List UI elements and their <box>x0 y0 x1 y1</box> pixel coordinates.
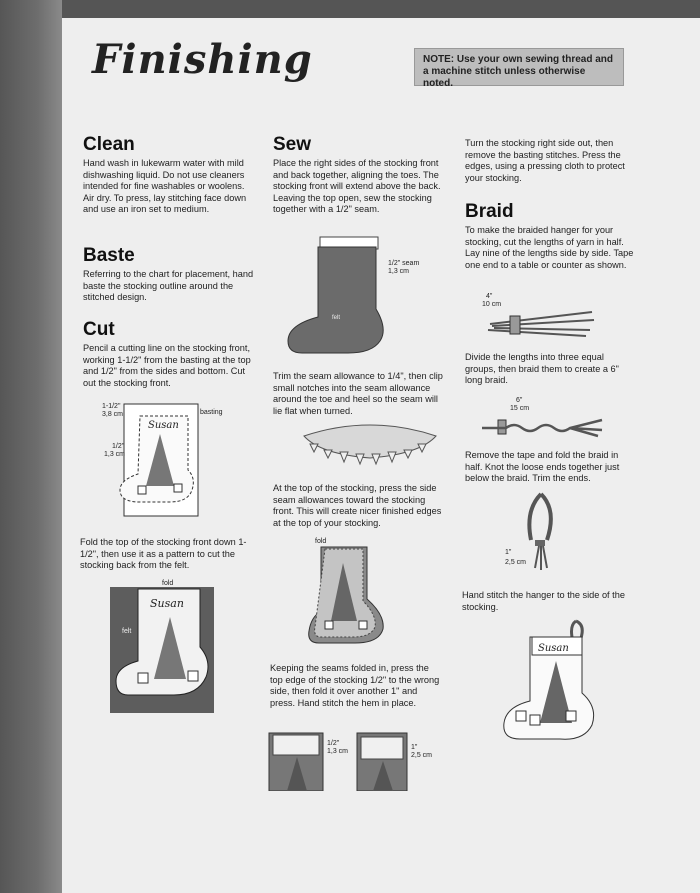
braid-fig-braid <box>478 394 608 438</box>
clean-heading: Clean <box>83 134 135 155</box>
turn-text: Turn the stocking right side out, then remove the basting stitches. Press the edges, using a pressing cloth to protect your stocking. <box>465 138 625 183</box>
fold-diagram <box>108 577 218 717</box>
cut-fig-top: 1-1/2" <box>102 403 121 410</box>
hem-fig-b: 1" <box>411 744 418 751</box>
cut-fig-side: 1/2" <box>112 443 125 450</box>
braid-fig-loop <box>505 490 575 572</box>
cut-diagram <box>100 398 230 523</box>
scan-shadow <box>0 0 62 893</box>
fold-text: Fold the top of the stocking front down 1-1/2", then use it as a pattern to cut the stocking back from the felt. <box>80 537 247 571</box>
clean-text: Hand wash in lukewarm water with mild dishwashing liquid. Do not use cleaners intended for fine washables or woolens. Air dry. To press, lay stitching face down and use an iron set to medium. <box>83 158 247 215</box>
cut-heading: Cut <box>83 319 115 340</box>
sew-fig-seam-cm: 1,3 cm <box>388 268 410 275</box>
braid-text4: Hand stitch the hanger to the side of the stocking. <box>462 590 625 612</box>
cut-fig-side-cm: 1,3 cm <box>104 451 126 458</box>
trim-diagram <box>300 420 440 470</box>
hem-text: Keeping the seams folded in, press the top edge of the stocking 1/2" to the wrong side, then fold it over another 1" and press. Hand stitch the hem in place. <box>270 663 440 708</box>
page-title: Finishing <box>92 36 313 83</box>
cut-fig-basting: basting <box>200 409 223 416</box>
braid-fig1-cm: 10 cm <box>482 301 502 308</box>
braid-fig1-in: 4" <box>486 293 493 300</box>
baste-heading: Baste <box>83 245 135 266</box>
sew-text: Place the right sides of the stocking front and back together, aligning the toes. The stocking front will extend above the back. Leaving the top open, sew the stocking together with a 1/2" seam. <box>273 158 441 215</box>
hem-fig-b-cm: 2,5 cm <box>411 752 433 759</box>
note-box: NOTE: Use your own sewing thread and a machine stitch unless otherwise noted. <box>414 48 624 86</box>
finished-stocking <box>500 615 600 745</box>
cut-fig-name: Susan <box>148 420 179 431</box>
braid-fig-tape <box>480 290 600 340</box>
braid-text: To make the braided hanger for your stocking, cut the lengths of yarn in half. Lay nine of the lengths side by side. Tape one end to a table or counter as shown. <box>465 225 634 270</box>
trim-text: Trim the seam allowance to 1/4", then clip small notches into the seam allowance around the toe and heel so the seam will lie flat when turned. <box>273 371 443 416</box>
sew-fig-seam: 1/2" seam <box>388 260 420 267</box>
braid-fig2-cm: 15 cm <box>510 405 530 412</box>
fold-fig-felt: felt <box>122 628 132 635</box>
press-fig-fold: fold <box>315 538 327 545</box>
braid-fig3-in: 1" <box>505 549 512 556</box>
braid-fig3-cm: 2,5 cm <box>505 559 527 566</box>
fold-fig-fold: fold <box>162 580 174 587</box>
sew-fig-felt: felt <box>332 315 341 321</box>
braid-text3: Remove the tape and fold the braid in half. Knot the loose ends together just below the braid. Trim the ends. <box>465 450 620 484</box>
sew-diagram <box>286 233 436 358</box>
hem-diagram <box>265 727 445 791</box>
cut-text: Pencil a cutting line on the stocking front, working 1-1/2" from the basting at the top and 1/2" from the sides and bottom. Cut out the stocking front. <box>83 343 251 388</box>
finished-stocking-name: Susan <box>538 643 569 654</box>
press-diagram <box>305 535 405 650</box>
baste-text: Referring to the chart for placement, hand baste the stocking outline around the stitched design. <box>83 269 254 303</box>
press-text: At the top of the stocking, press the side seam allowances toward the stocking front. This will create nicer finished edges at the top of your stocking. <box>273 483 442 528</box>
sew-heading: Sew <box>273 134 312 155</box>
hem-fig-a-cm: 1,3 cm <box>327 748 349 755</box>
braid-heading: Braid <box>465 201 514 222</box>
footer-watermark: ElyaZ • Бэйбики • babiki.ru <box>545 874 665 885</box>
braid-text2: Divide the lengths into three equal groups, then braid them to create a 6" long braid. <box>465 352 619 386</box>
hem-fig-a: 1/2" <box>327 740 340 747</box>
cut-fig-top-cm: 3,8 cm <box>102 411 124 418</box>
fold-fig-name: Susan <box>150 597 184 610</box>
braid-fig2-in: 6" <box>516 397 523 404</box>
